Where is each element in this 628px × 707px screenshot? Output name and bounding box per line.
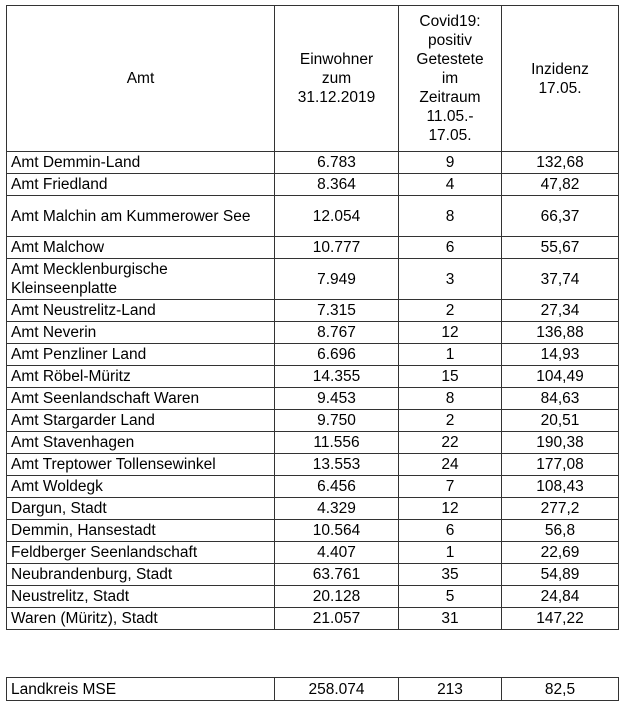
table-row <box>7 520 619 542</box>
cell-einwohner: 6.783 <box>275 152 399 174</box>
cell-inzidenz: 47,82 <box>502 174 619 196</box>
cell-amt: Amt Neustrelitz-Land <box>7 300 275 322</box>
cell-positiv: 31 <box>399 608 502 630</box>
cell-inzidenz: 136,88 <box>502 322 619 344</box>
cell-amt: Amt Seenlandschaft Waren <box>7 388 275 410</box>
cell-inzidenz: 27,34 <box>502 300 619 322</box>
cell-positiv: 12 <box>399 498 502 520</box>
cell-positiv: 15 <box>399 366 502 388</box>
cell-positiv: 35 <box>399 564 502 586</box>
table-row <box>7 237 619 259</box>
cell-inzidenz: 147,22 <box>502 608 619 630</box>
cell-inzidenz: 66,37 <box>502 196 619 237</box>
cell-einwohner: 4.329 <box>275 498 399 520</box>
cell-einwohner: 9.750 <box>275 410 399 432</box>
cell-amt: Amt Mecklenburgische Kleinseenplatte <box>7 259 275 300</box>
cell-inzidenz: 20,51 <box>502 410 619 432</box>
cell-einwohner: 10.777 <box>275 237 399 259</box>
summary-amt: Landkreis MSE <box>7 678 275 701</box>
header-inzidenz: Inzidenz 17.05. <box>502 6 619 152</box>
table-row <box>7 366 619 388</box>
cell-einwohner: 6.696 <box>275 344 399 366</box>
cell-inzidenz: 108,43 <box>502 476 619 498</box>
cell-positiv: 12 <box>399 322 502 344</box>
table-row <box>7 388 619 410</box>
table-row <box>7 432 619 454</box>
cell-positiv: 4 <box>399 174 502 196</box>
table-row <box>7 196 619 237</box>
cell-positiv: 2 <box>399 410 502 432</box>
cell-einwohner: 11.556 <box>275 432 399 454</box>
table-row <box>7 322 619 344</box>
cell-amt: Amt Treptower Tollensewinkel <box>7 454 275 476</box>
header-einwohner: Einwohner zum 31.12.2019 <box>275 6 399 152</box>
table-row <box>7 586 619 608</box>
table-row <box>7 300 619 322</box>
cell-inzidenz: 54,89 <box>502 564 619 586</box>
header-positiv: Covid19: positiv Getestete im Zeitraum 11.05.- 17.05. <box>399 6 502 152</box>
summary-inzidenz: 82,5 <box>502 678 619 701</box>
cell-amt: Neubrandenburg, Stadt <box>7 564 275 586</box>
cell-einwohner: 14.355 <box>275 366 399 388</box>
cell-einwohner: 21.057 <box>275 608 399 630</box>
cell-positiv: 6 <box>399 520 502 542</box>
cell-positiv: 9 <box>399 152 502 174</box>
table-row <box>7 174 619 196</box>
table-row <box>7 498 619 520</box>
cell-einwohner: 8.364 <box>275 174 399 196</box>
cell-einwohner: 6.456 <box>275 476 399 498</box>
cell-amt: Demmin, Hansestadt <box>7 520 275 542</box>
cell-inzidenz: 22,69 <box>502 542 619 564</box>
header-amt: Amt <box>7 6 275 152</box>
cell-einwohner: 7.315 <box>275 300 399 322</box>
cell-inzidenz: 277,2 <box>502 498 619 520</box>
cell-amt: Neustrelitz, Stadt <box>7 586 275 608</box>
cell-einwohner: 9.453 <box>275 388 399 410</box>
cell-amt: Amt Friedland <box>7 174 275 196</box>
cell-amt: Amt Stavenhagen <box>7 432 275 454</box>
cell-amt: Amt Röbel-Müritz <box>7 366 275 388</box>
cell-amt: Amt Neverin <box>7 322 275 344</box>
cell-inzidenz: 24,84 <box>502 586 619 608</box>
cell-einwohner: 63.761 <box>275 564 399 586</box>
cell-einwohner: 20.128 <box>275 586 399 608</box>
cell-inzidenz: 14,93 <box>502 344 619 366</box>
cell-amt: Amt Malchow <box>7 237 275 259</box>
table-row <box>7 454 619 476</box>
table-row <box>7 542 619 564</box>
cell-positiv: 7 <box>399 476 502 498</box>
cell-inzidenz: 55,67 <box>502 237 619 259</box>
table-row <box>7 344 619 366</box>
table-row <box>7 410 619 432</box>
cell-positiv: 1 <box>399 542 502 564</box>
header-row <box>7 6 619 152</box>
cell-einwohner: 12.054 <box>275 196 399 237</box>
cell-inzidenz: 132,68 <box>502 152 619 174</box>
cell-positiv: 6 <box>399 237 502 259</box>
summary-row <box>7 678 619 701</box>
cell-inzidenz: 177,08 <box>502 454 619 476</box>
cell-inzidenz: 104,49 <box>502 366 619 388</box>
cell-amt: Amt Penzliner Land <box>7 344 275 366</box>
cell-amt: Waren (Müritz), Stadt <box>7 608 275 630</box>
table-row <box>7 608 619 630</box>
covid-incidence-table <box>6 5 619 630</box>
cell-einwohner: 4.407 <box>275 542 399 564</box>
table-row <box>7 476 619 498</box>
cell-amt: Feldberger Seenlandschaft <box>7 542 275 564</box>
table-row <box>7 259 619 300</box>
cell-einwohner: 7.949 <box>275 259 399 300</box>
cell-amt: Amt Stargarder Land <box>7 410 275 432</box>
cell-einwohner: 10.564 <box>275 520 399 542</box>
cell-inzidenz: 37,74 <box>502 259 619 300</box>
cell-positiv: 8 <box>399 196 502 237</box>
cell-inzidenz: 84,63 <box>502 388 619 410</box>
summary-table <box>6 677 619 701</box>
cell-einwohner: 8.767 <box>275 322 399 344</box>
cell-amt: Amt Woldegk <box>7 476 275 498</box>
summary-positiv: 213 <box>399 678 502 701</box>
table-row <box>7 564 619 586</box>
cell-amt: Amt Demmin-Land <box>7 152 275 174</box>
cell-positiv: 5 <box>399 586 502 608</box>
table-row <box>7 152 619 174</box>
summary-einwohner: 258.074 <box>275 678 399 701</box>
cell-positiv: 8 <box>399 388 502 410</box>
cell-positiv: 1 <box>399 344 502 366</box>
cell-positiv: 22 <box>399 432 502 454</box>
cell-amt: Amt Malchin am Kummerower See <box>7 196 275 237</box>
cell-inzidenz: 190,38 <box>502 432 619 454</box>
cell-positiv: 3 <box>399 259 502 300</box>
cell-positiv: 24 <box>399 454 502 476</box>
cell-amt: Dargun, Stadt <box>7 498 275 520</box>
cell-inzidenz: 56,8 <box>502 520 619 542</box>
cell-positiv: 2 <box>399 300 502 322</box>
cell-einwohner: 13.553 <box>275 454 399 476</box>
